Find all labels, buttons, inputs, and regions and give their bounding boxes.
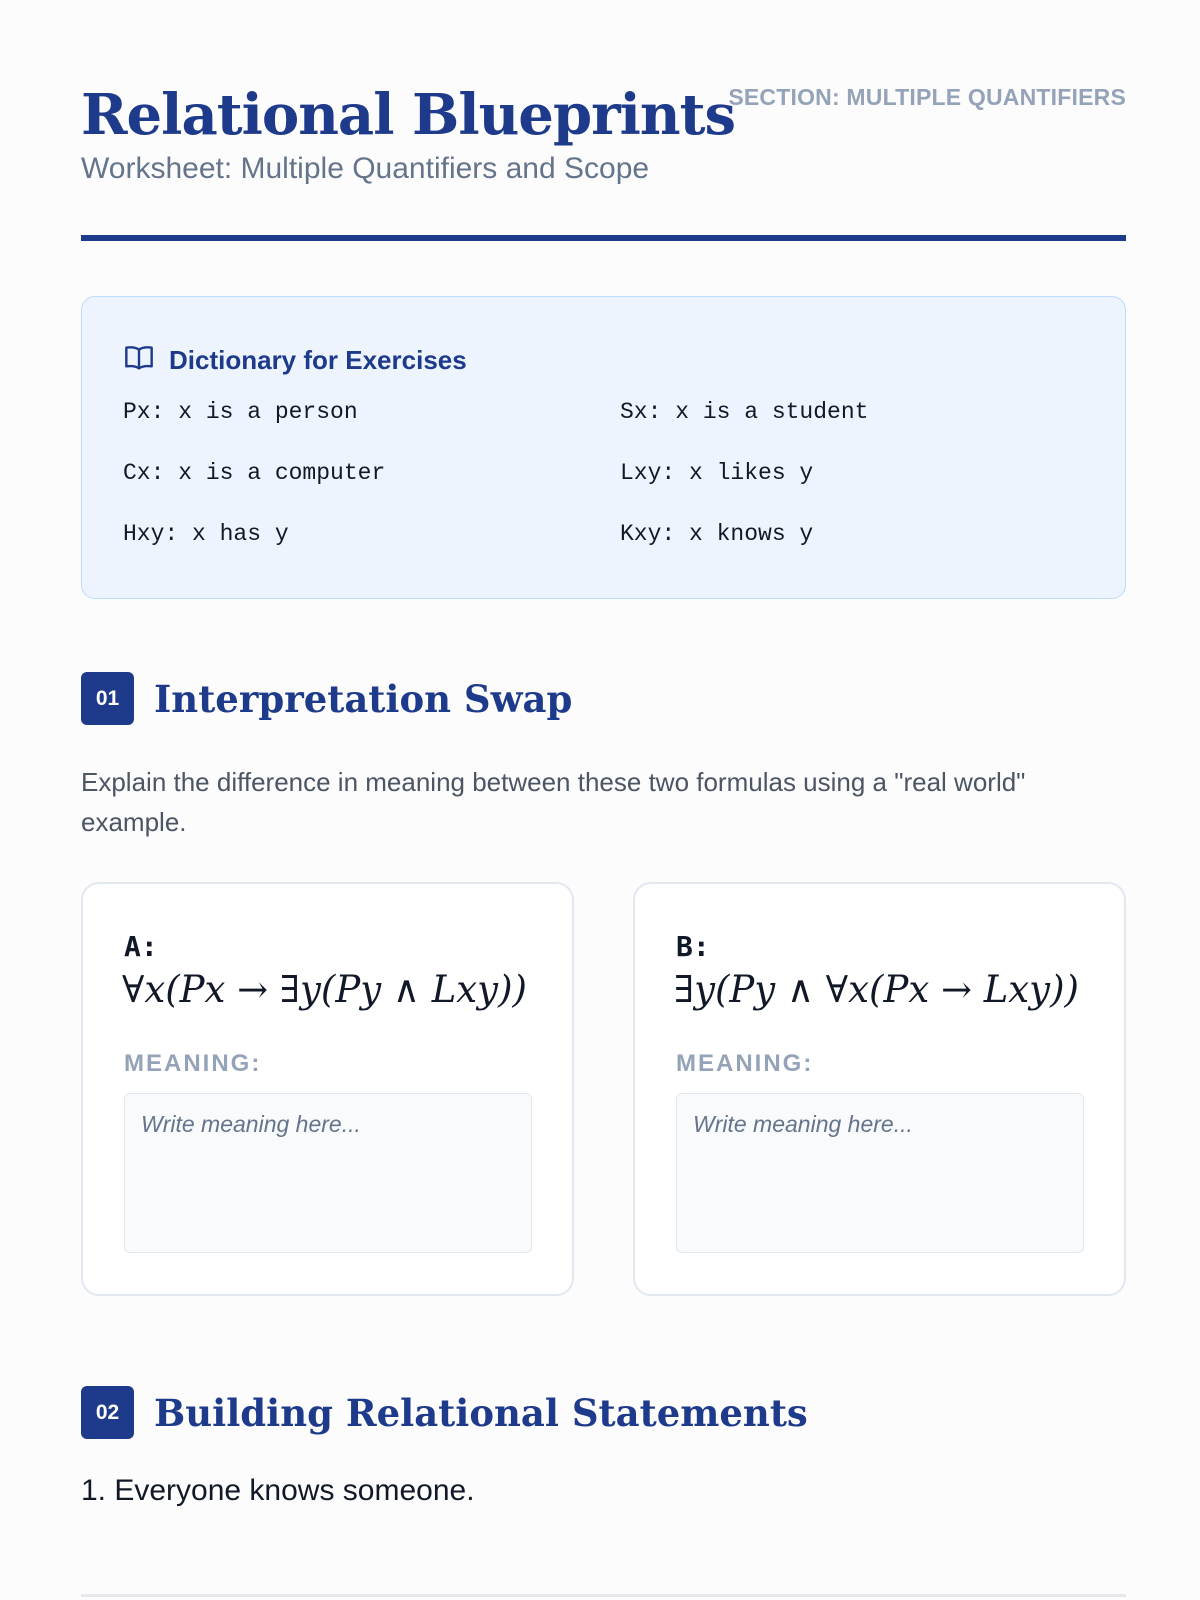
exercise-2-heading	[81, 1386, 808, 1439]
exercise-number-badge: 02	[81, 1386, 134, 1439]
dictionary-entry: Px: x is a person	[123, 399, 358, 425]
worksheet-page	[81, 0, 1126, 1507]
dictionary-heading	[123, 341, 467, 380]
formula: ∀x(Px → ∃y(Py ∧ Lxy))	[122, 968, 527, 1011]
formula: ∃y(Py ∧ ∀x(Px → Lxy))	[674, 968, 1079, 1011]
formula-label: B:	[676, 930, 710, 963]
page-subtitle: Worksheet: Multiple Quantifiers and Scope	[81, 152, 650, 185]
formula-card-b	[633, 882, 1126, 1296]
formula-card-a	[81, 882, 574, 1296]
meaning-input[interactable]: Write meaning here...	[124, 1093, 532, 1253]
book-icon	[123, 341, 155, 380]
worksheet-header	[81, 0, 1126, 244]
dictionary-entry: Lxy: x likes y	[620, 460, 814, 486]
dictionary-entry: Cx: x is a computer	[123, 460, 386, 486]
section-tag: SECTION: MULTIPLE QUANTIFIERS	[728, 84, 1126, 110]
header-divider	[81, 235, 1126, 241]
dictionary-entry: Hxy: x has y	[123, 521, 289, 547]
dictionary-entry: Kxy: x knows y	[620, 521, 814, 547]
exercise-number-badge: 01	[81, 672, 134, 725]
exercise-instructions: Explain the difference in meaning between these two formulas using a "real world" example.	[81, 767, 1026, 837]
dictionary-panel	[81, 296, 1126, 599]
meaning-input[interactable]: Write meaning here...	[676, 1093, 1084, 1253]
answer-line[interactable]	[81, 1594, 1126, 1597]
page-title: Relational Blueprints	[81, 82, 735, 148]
meaning-label: MEANING:	[124, 1050, 262, 1077]
formula-label: A:	[124, 930, 158, 963]
dictionary-entry: Sx: x is a student	[620, 399, 869, 425]
exercise-1-heading	[81, 672, 572, 725]
meaning-label: MEANING:	[676, 1050, 814, 1077]
exercise-title: Interpretation Swap	[154, 676, 573, 721]
exercise-item: 1. Everyone knows someone.	[81, 1474, 475, 1507]
dictionary-title: Dictionary for Exercises	[169, 345, 467, 375]
exercise-title: Building Relational Statements	[154, 1390, 808, 1435]
